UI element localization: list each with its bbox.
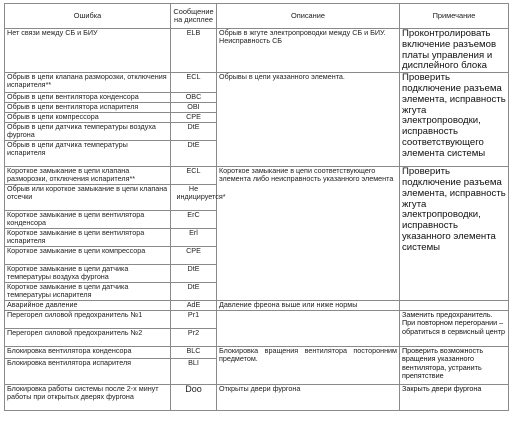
note-cell: Заменить предохранитель. При повторном перегорании – обратиться в сервисный центр (400, 311, 509, 347)
code-cell: AdE (171, 301, 217, 311)
error-cell: Нет связи между СБ и БИУ (5, 29, 171, 73)
description-cell: Обрывы в цепи указанного элемента. (217, 73, 400, 167)
error-cell: Короткое замыкание в цепи клапана разморозки, отключения испарителя** (5, 167, 171, 185)
error-cell: Обрыв или короткое замыкание в цепи клапана отсечки (5, 185, 171, 211)
code-cell: DtE (171, 265, 217, 283)
code-cell: ErC (171, 211, 217, 229)
description-cell (217, 311, 400, 347)
note-cell: Проконтролировать включение разъемов платы управления и дисплейного блока (400, 29, 509, 73)
table-row (5, 347, 509, 359)
table-row (5, 385, 509, 411)
error-cell: Блокировка работы системы после 2-х минут работы при открытых дверях фургона (5, 385, 171, 411)
code-cell: BLI (171, 359, 217, 385)
note-cell (400, 301, 509, 311)
note-cell: Проверить подключение разъема элемента, исправность жгута электропроводки, исправность указанного элемента системы (400, 167, 509, 301)
code-cell: OBC (171, 93, 217, 103)
code-cell: Pr1 (171, 311, 217, 329)
code-cell: ECL (171, 167, 217, 185)
table-row (5, 311, 509, 329)
description-cell: Обрыв в жгуте электропроводки между СБ и БИУ. Неисправность СБ (217, 29, 400, 73)
code-cell: Erl (171, 229, 217, 247)
code-cell: CPE (171, 113, 217, 123)
error-cell: Блокировка вентилятора конденсора (5, 347, 171, 359)
note-cell: Проверить возможность вращения указанного вентилятора, устранить препятствие (400, 347, 509, 385)
code-cell: DtE (171, 123, 217, 141)
table-row (5, 73, 509, 93)
error-cell: Обрыв в цепи датчика температуры испарителя (5, 141, 171, 167)
header-error: Ошибка (5, 4, 171, 29)
error-codes-table (4, 3, 509, 411)
error-cell: Аварийное давление (5, 301, 171, 311)
error-cell: Обрыв в цепи клапана разморозки, отключения испарителя** (5, 73, 171, 93)
error-cell: Короткое замыкание в цепи вентилятора испарителя (5, 229, 171, 247)
table-row (5, 167, 509, 185)
code-cell: Doo (171, 385, 217, 411)
error-cell: Обрыв в цепи вентилятора испарителя (5, 103, 171, 113)
error-cell: Обрыв в цепи датчика температуры воздуха фургона (5, 123, 171, 141)
code-cell: Pr2 (171, 329, 217, 347)
description-cell: Короткое замыкание в цепи соответствующего элемента либо неисправность указанного элемента (217, 167, 400, 301)
code-cell: BLC (171, 347, 217, 359)
code-cell: CPE (171, 247, 217, 265)
header-note: Примечание (400, 4, 509, 29)
error-cell: Короткое замыкание в цепи компрессора (5, 247, 171, 265)
code-cell (171, 184, 226, 211)
error-cell: Обрыв в цепи вентилятора конденсора (5, 93, 171, 103)
code-cell: OBI (171, 103, 217, 113)
description-cell: Блокировка вращения вентилятора посторонним предметом. (217, 347, 400, 385)
code-cell: DtE (171, 283, 217, 301)
error-cell: Блокировка вентилятора испарителя (5, 359, 171, 385)
table-header-row (5, 4, 509, 29)
header-code: Сообщение на дисплее (171, 4, 217, 29)
error-cell: Перегорел силовой предохранитель №1 (5, 311, 171, 329)
error-cell: Перегорел силовой предохранитель №2 (5, 329, 171, 347)
code-cell: ELB (171, 29, 217, 73)
code-cell: ECL (171, 73, 217, 93)
error-cell: Короткое замыкание в цепи датчика температуры воздуха фургона (5, 265, 171, 283)
note-cell: Закрыть двери фургона (400, 385, 509, 411)
error-cell: Обрыв в цепи компрессора (5, 113, 171, 123)
error-cell: Короткое замыкание в цепи вентилятора конденсора (5, 211, 171, 229)
description-cell: Открыты двери фургона (217, 385, 400, 411)
code-text: Не индицируется* (176, 184, 226, 202)
note-cell: Проверить подключение разъема элемента, исправность жгута электропроводки, исправность соответствующего элемента системы (400, 73, 509, 167)
error-cell: Короткое замыкание в цепи датчика температуры испарителя (5, 283, 171, 301)
table-row (5, 29, 509, 73)
table-row (5, 301, 509, 311)
description-cell: Давление фреона выше или ниже нормы (217, 301, 400, 311)
header-description: Описание (217, 4, 400, 29)
code-cell: DtE (171, 141, 217, 167)
